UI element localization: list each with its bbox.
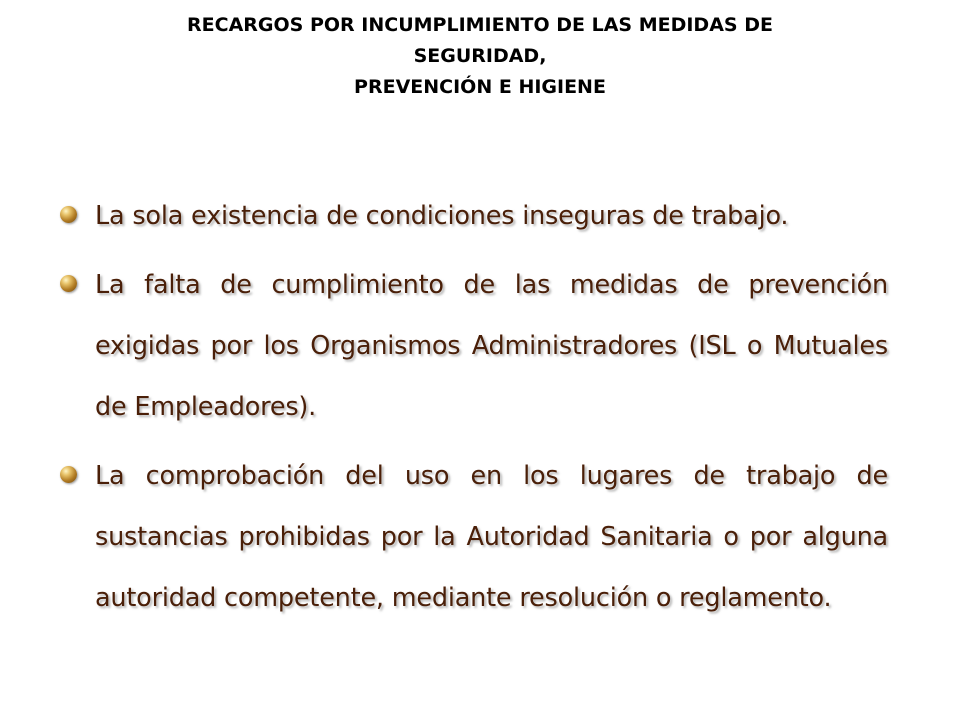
bullet-item-prevention-measures: [60, 255, 888, 438]
slide-title: [60, 10, 900, 103]
gold-sphere-bullet-icon: [60, 466, 77, 483]
bullet-text: La falta de cumplimiento de las medidas de prevención exigidas por los Organismos Administradores (ISL o Mutuales de Empleadores).: [95, 270, 888, 422]
title-line-3: PREVENCIÓN E HIGIENE: [354, 76, 606, 98]
bullet-item-unsafe-conditions: [60, 186, 888, 247]
title-line-2: SEGURIDAD,: [413, 45, 547, 67]
title-line-1: RECARGOS POR INCUMPLIMIENTO DE LAS MEDIDAS DE: [187, 14, 773, 36]
bullet-text: La comprobación del uso en los lugares de trabajo de sustancias prohibidas por la Autoridad Sanitaria o por alguna autoridad competente, mediante resolución o reglamento.: [95, 461, 888, 613]
bullet-text: La sola existencia de condiciones inseguras de trabajo.: [95, 201, 789, 231]
bullet-list: [60, 186, 888, 637]
gold-sphere-bullet-icon: [60, 275, 77, 292]
bullet-item-prohibited-substances: [60, 446, 888, 629]
gold-sphere-bullet-icon: [60, 206, 77, 223]
